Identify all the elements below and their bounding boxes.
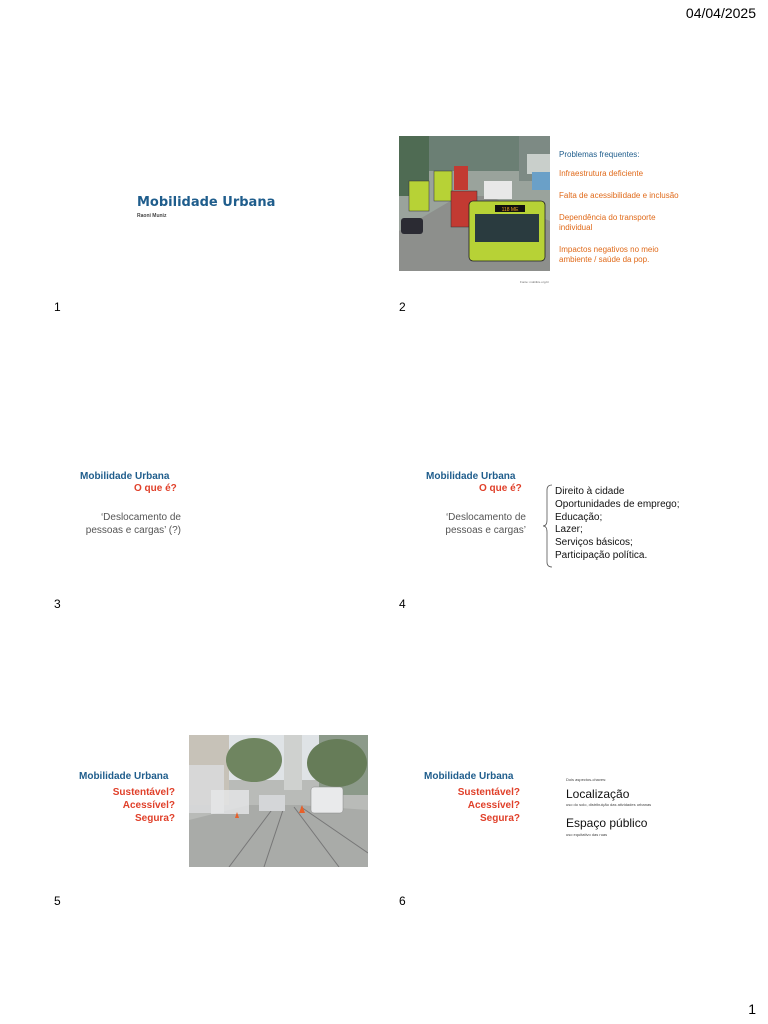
problem-item: Falta de acessibilidade e inclusão	[559, 191, 679, 200]
print-date: 04/04/2025	[685, 5, 756, 21]
slide-number: 3	[54, 597, 61, 611]
aspect-caption: uso do solo, distribuição das atividades urbanas	[566, 802, 652, 807]
slide-title: Mobilidade Urbana	[80, 471, 170, 482]
bus-traffic-photo	[399, 136, 550, 271]
problems-heading: Problemas frequentes:	[559, 150, 640, 159]
problems-text	[559, 150, 709, 265]
question-item: Sustentável?	[112, 787, 175, 798]
slide-number: 6	[399, 894, 406, 908]
problem-item: Impactos negativos no meio ambiente / saúde da pop.	[559, 245, 659, 264]
list-item: Oportunidades de emprego;	[555, 498, 680, 510]
question-item: Sustentável?	[457, 787, 520, 798]
slide-description	[60, 511, 181, 537]
slide-description	[410, 511, 526, 537]
description-line: ‘Deslocamento de	[100, 512, 181, 523]
slide-title: Mobilidade Urbana	[137, 195, 276, 210]
street-tram-photo	[189, 735, 368, 867]
bus-sign: 118 ME	[501, 207, 519, 213]
slide-number: 5	[54, 894, 61, 908]
question-item: Acessível?	[122, 800, 175, 811]
aspects-tag: Dois aspectos-chaves:	[566, 777, 607, 782]
slide-subtitle: Raoni Muniz	[137, 213, 167, 219]
slide-question: O que é?	[134, 483, 177, 494]
list-item: Participação política.	[555, 549, 648, 561]
slide-number: 4	[399, 597, 406, 611]
page-number: 1	[748, 1001, 756, 1017]
aspect-heading: Localização	[566, 787, 630, 801]
description-line: pessoas e cargas’ (?)	[85, 525, 181, 536]
list-item: Serviços básicos;	[555, 537, 633, 549]
slide-question: O que é?	[479, 483, 522, 494]
question-list	[95, 786, 175, 825]
problem-item: Dependência do transporte individual	[559, 213, 656, 232]
slide-title: Mobilidade Urbana	[79, 771, 169, 782]
question-item: Segura?	[479, 813, 520, 824]
slide-title: Mobilidade Urbana	[424, 771, 514, 782]
question-item: Segura?	[134, 813, 175, 824]
list-item: Educação;	[555, 511, 603, 523]
photo-credit: Fonte: mobilize.org.br	[520, 280, 550, 284]
rights-list	[555, 486, 680, 563]
description-line: ‘Deslocamento de	[445, 512, 526, 523]
list-item: Direito à cidade	[555, 486, 625, 497]
aspect-caption: uso equitativo das ruas	[566, 832, 608, 837]
question-item: Acessível?	[467, 800, 520, 811]
slide-number: 1	[54, 300, 61, 314]
description-line: pessoas e cargas’	[445, 525, 526, 536]
brace-icon	[542, 484, 554, 568]
list-item: Lazer;	[555, 524, 583, 536]
slide-number: 2	[399, 300, 406, 314]
aspect-heading: Espaço público	[566, 816, 648, 830]
problem-item: Infraestrutura deficiente	[559, 169, 644, 178]
question-list	[440, 786, 520, 825]
slide-title: Mobilidade Urbana	[426, 471, 516, 482]
